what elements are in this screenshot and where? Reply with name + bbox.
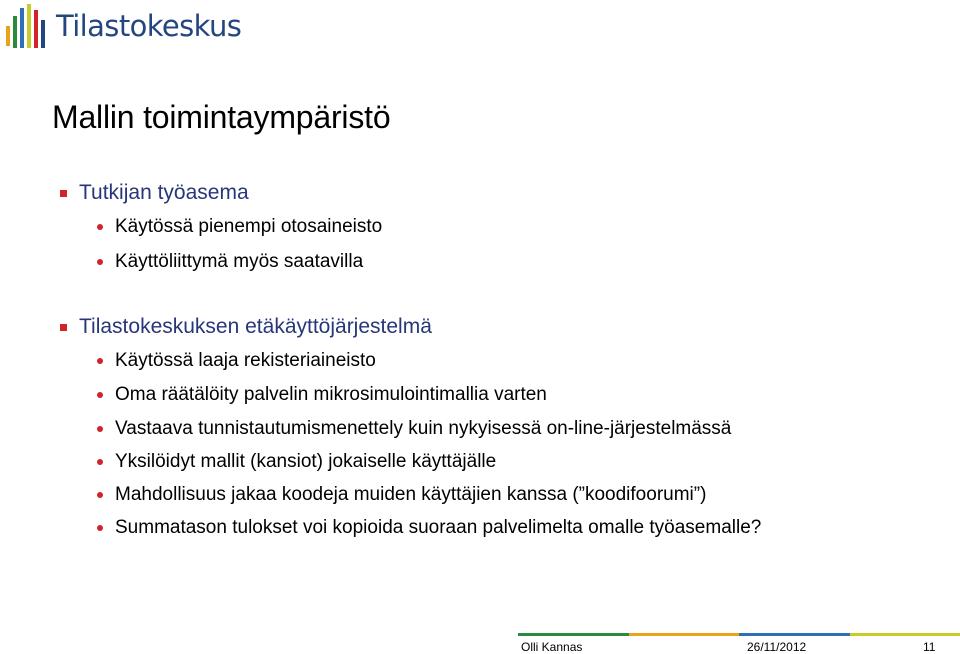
list-item-text: Käytössä pienempi otosaineisto [115, 216, 382, 238]
round-bullet-icon [97, 426, 103, 432]
footer-date: 26/11/2012 [747, 640, 806, 654]
round-bullet-icon [97, 358, 103, 364]
footer-bar-segment [629, 633, 740, 636]
round-bullet-icon [97, 459, 103, 465]
round-bullet-icon [97, 492, 103, 498]
footer-bar-segment [739, 633, 850, 636]
section-heading-text: Tutkijan työasema [79, 181, 249, 205]
footer-bar-segment [850, 633, 960, 636]
footer-bar-segment [518, 633, 629, 636]
list-item-text: Käyttöliittymä myös saatavilla [115, 251, 363, 273]
square-bullet-icon [60, 190, 67, 197]
round-bullet-icon [97, 259, 103, 265]
round-bullet-icon [97, 224, 103, 230]
round-bullet-icon [97, 392, 103, 398]
list-item-text: Oma räätälöity palvelin mikrosimulointimallia varten [115, 384, 547, 406]
round-bullet-icon [97, 525, 103, 531]
list-item-text: Vastaava tunnistautumismenettely kuin nykyisessä on-line-järjestelmässä [115, 418, 731, 440]
list-item-text: Yksilöidyt mallit (kansiot) jokaiselle käyttäjälle [115, 451, 496, 473]
footer-page-number: 11 [923, 640, 935, 654]
section-heading-text: Tilastokeskuksen etäkäyttöjärjestelmä [79, 315, 432, 339]
list-item-text: Mahdollisuus jakaa koodeja muiden käyttäjien kanssa (”koodifoorumi”) [115, 484, 706, 506]
footer-color-bar [518, 633, 960, 636]
square-bullet-icon [60, 324, 67, 331]
slide-title: Mallin toimintaympäristö [52, 99, 390, 136]
tilastokeskus-logo [4, 2, 50, 54]
logo-wordmark: Tilastokeskus [56, 9, 241, 43]
list-item-text: Summatason tulokset voi kopioida suoraan palvelimelta omalle työasemalle? [115, 517, 761, 539]
logo-bars-icon [4, 2, 50, 54]
footer-author: Olli Kannas [521, 640, 582, 654]
list-item-text: Käytössä laaja rekisteriaineisto [115, 350, 376, 372]
